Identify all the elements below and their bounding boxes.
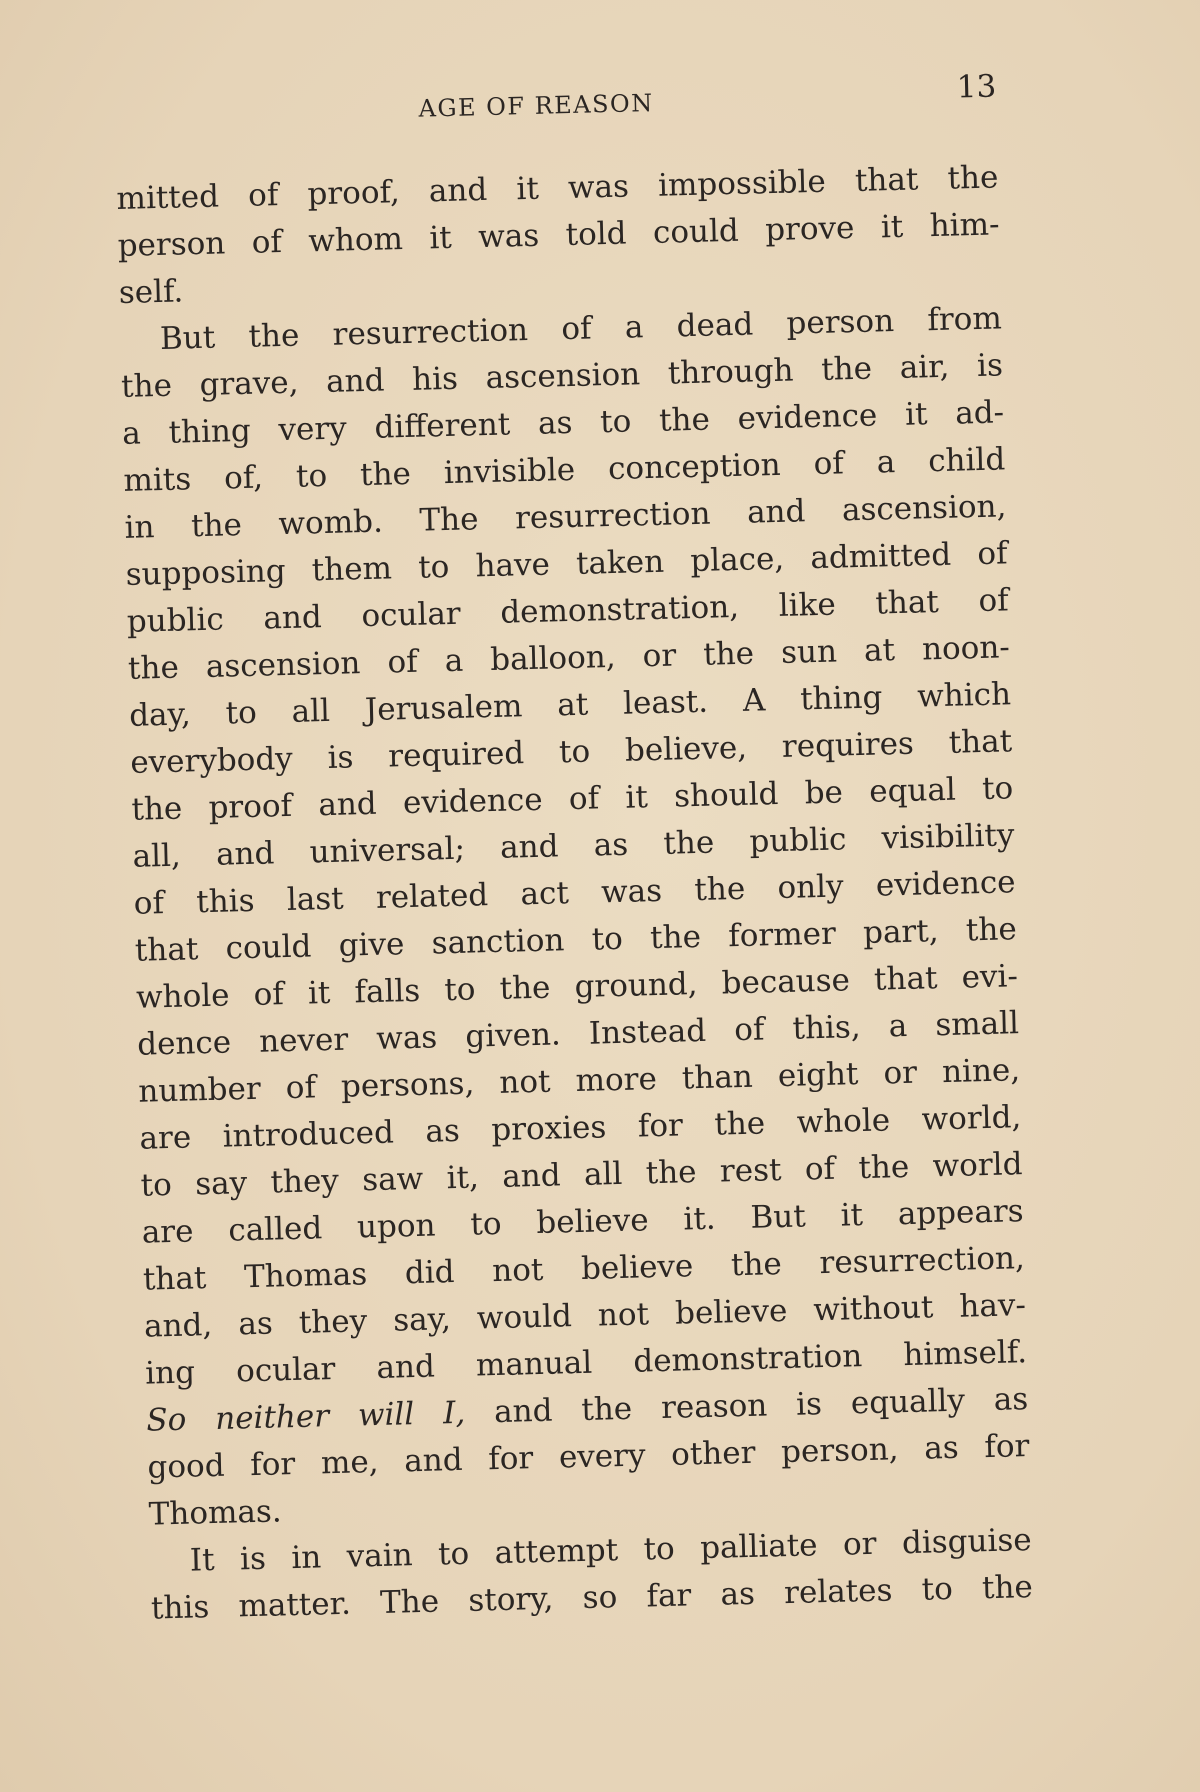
line-text: good for me, and for every other person, as for	[147, 1428, 1030, 1486]
line-text: ing ocular and manual demonstration himself.	[144, 1334, 1028, 1392]
line-text: whole of it falls to the ground, because that evi-	[135, 958, 1019, 1016]
line-text: But the resurrection of a dead person from	[159, 300, 1003, 357]
line-text: that Thomas did not believe the resurrection,	[142, 1240, 1026, 1298]
line-text: mitted of proof, and it was impossible that the	[116, 159, 999, 217]
line-text: self.	[118, 273, 184, 311]
line-text: and the reason is equally as	[464, 1381, 1029, 1431]
line-text: the grave, and his ascension through the air, is	[120, 347, 1004, 405]
line-text: mits of, to the invisible conception of a child	[123, 441, 1006, 499]
line-text: supposing them to have taken place, admitted of	[125, 535, 1008, 593]
line-text: Thomas.	[148, 1493, 283, 1533]
line-text: number of persons, not more than eight or nine,	[137, 1052, 1021, 1110]
line-text: this matter. The story, so far as relates to the	[150, 1569, 1034, 1627]
line-text: the ascension of a balloon, or the sun at noon-	[127, 629, 1011, 687]
line-text: the proof and evidence of it should be equal to	[131, 770, 1014, 828]
line-text: public and ocular demonstration, like that of	[126, 582, 1010, 640]
line-text: in the womb. The resurrection and ascension,	[124, 488, 1007, 546]
line-text: are introduced as proxies for the whole world,	[139, 1099, 1022, 1157]
line-text: all, and universal; and as the public visibility	[132, 817, 1015, 875]
line-text: to say they saw it, and all the rest of the world	[140, 1146, 1023, 1204]
line-text: a thing very different as to the evidence it ad-	[121, 394, 1005, 452]
line-text: are called upon to believe it. But it appears	[141, 1193, 1025, 1251]
line-text: that could give sanction to the former part, the	[134, 911, 1018, 969]
line-text: dence never was given. Instead of this, a small	[136, 1005, 1020, 1063]
line-text: of this last related act was the only evidence	[133, 864, 1016, 922]
running-title: AGE OF REASON	[418, 88, 654, 123]
body-text	[116, 154, 1033, 1632]
line-text: day, to all Jerusalem at least. A thing which	[128, 676, 1012, 734]
page-header	[118, 68, 999, 139]
page-number: 13	[956, 68, 997, 106]
italic-text: So neither will I,	[145, 1394, 466, 1439]
line-text: It is in vain to attempt to palliate or disguise	[189, 1522, 1033, 1579]
line-text: and, as they say, would not believe without hav-	[143, 1287, 1027, 1345]
line-text: everybody is required to believe, requires that	[129, 723, 1013, 781]
line-text: person of whom it was told could prove it him-	[117, 206, 1000, 264]
